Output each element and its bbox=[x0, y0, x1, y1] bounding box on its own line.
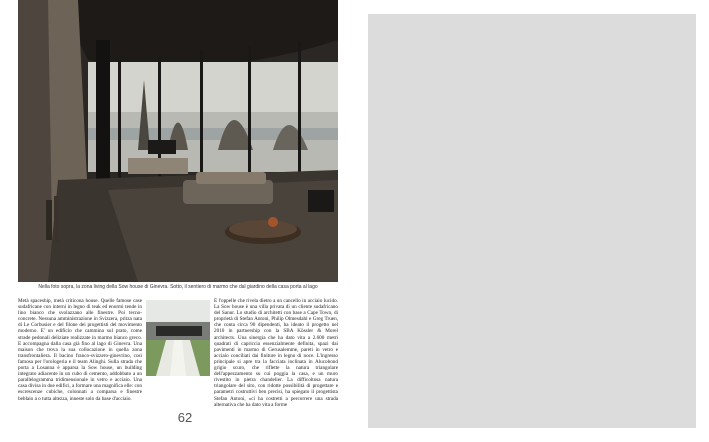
living-room-illustration bbox=[18, 0, 338, 282]
living-room-photo bbox=[18, 0, 338, 282]
photo-caption: Nella foto sopra, la zona living della Sow house di Ginevra. Sotto, il sentiero di marmo che dal giardino della casa porta al lago bbox=[38, 284, 318, 290]
page-number: 62 bbox=[177, 410, 193, 425]
left-page bbox=[18, 0, 338, 442]
body-text-column-left: Metà spaceship, metà criticona house. Quelle famose case sudafricane con interni in legno di teak ed enormi tende in lino bianco che svolazzano alle finestre. Poi tecno-concrete. Nessuna amministrazione in Svizzera, pritza nata di Le Corbusier e del filone dei progettisti del movimento moderno. E' un edificio che cammina sul prato, come strade pedonali deliziate realizzate in marmo bianco greco. E accompagna dalla casa già fino al lago di Ginevra. Una maison che trova la sua collocazione in quella zona transfrontaliera. Il bacino franco-svizzero-ginevrino, così famosa per l'orologeria e il team Alinghi. Sulla strada che porta a Losanna è apparsa la Sow house, un building integrato adiacente in un cubo di cemento, addobbato a un parallelogramma tridimensionale in vetro e acciaio. Una casa divisa in due edifici, a formare una magnifica elle: con escrescenze cubiche, colonnati a comparsa e finestre beblaio a o tutta altezza, inneste solo da base d'acciaio. bbox=[18, 298, 142, 402]
marble-path-photo bbox=[146, 300, 210, 376]
marble-path-illustration bbox=[146, 300, 210, 376]
right-page-blank bbox=[368, 14, 696, 428]
body-text-column-right: È l'oppelle che rivela dietro a un cancello in acciaio lucido. La Sow house è una villa privata di un cliente sudafricano del Sanur. Lo studio di architetti con base a Cape Town, di proprietà di Stefan Antoni, Philip Olmesdahl e Greg Truen, che conta circa 90 dipendenti, ha ideato il progetto nel 2010 in partnership con la SBA Kössler & Morel architects. Una sinergia che ha dato vita a 2.600 metri quadrati di capriccia essenzialmente definita, spazi dai pavimenti in marmo di Gerusalemme, pareti in vetro e acciaio conciliati dai finiture in legno di noce. L'ingresso principale si apre tra la facciata inclinata in Alucobond grigio scuro, che riflette la natura triangolare dell'appezzamento su cui poggia la casa, e un muro rivestito in pietra chandelier. La difficoltosa natura triangolare del sito, con ridotte possibilità di progettare e parametri costruttivi ben precisi, ha spiegato il progettista Stefan Antoni, «ci ha costretti a percorrere una strada alternativa che ha dato vita a forme bbox=[214, 298, 338, 408]
